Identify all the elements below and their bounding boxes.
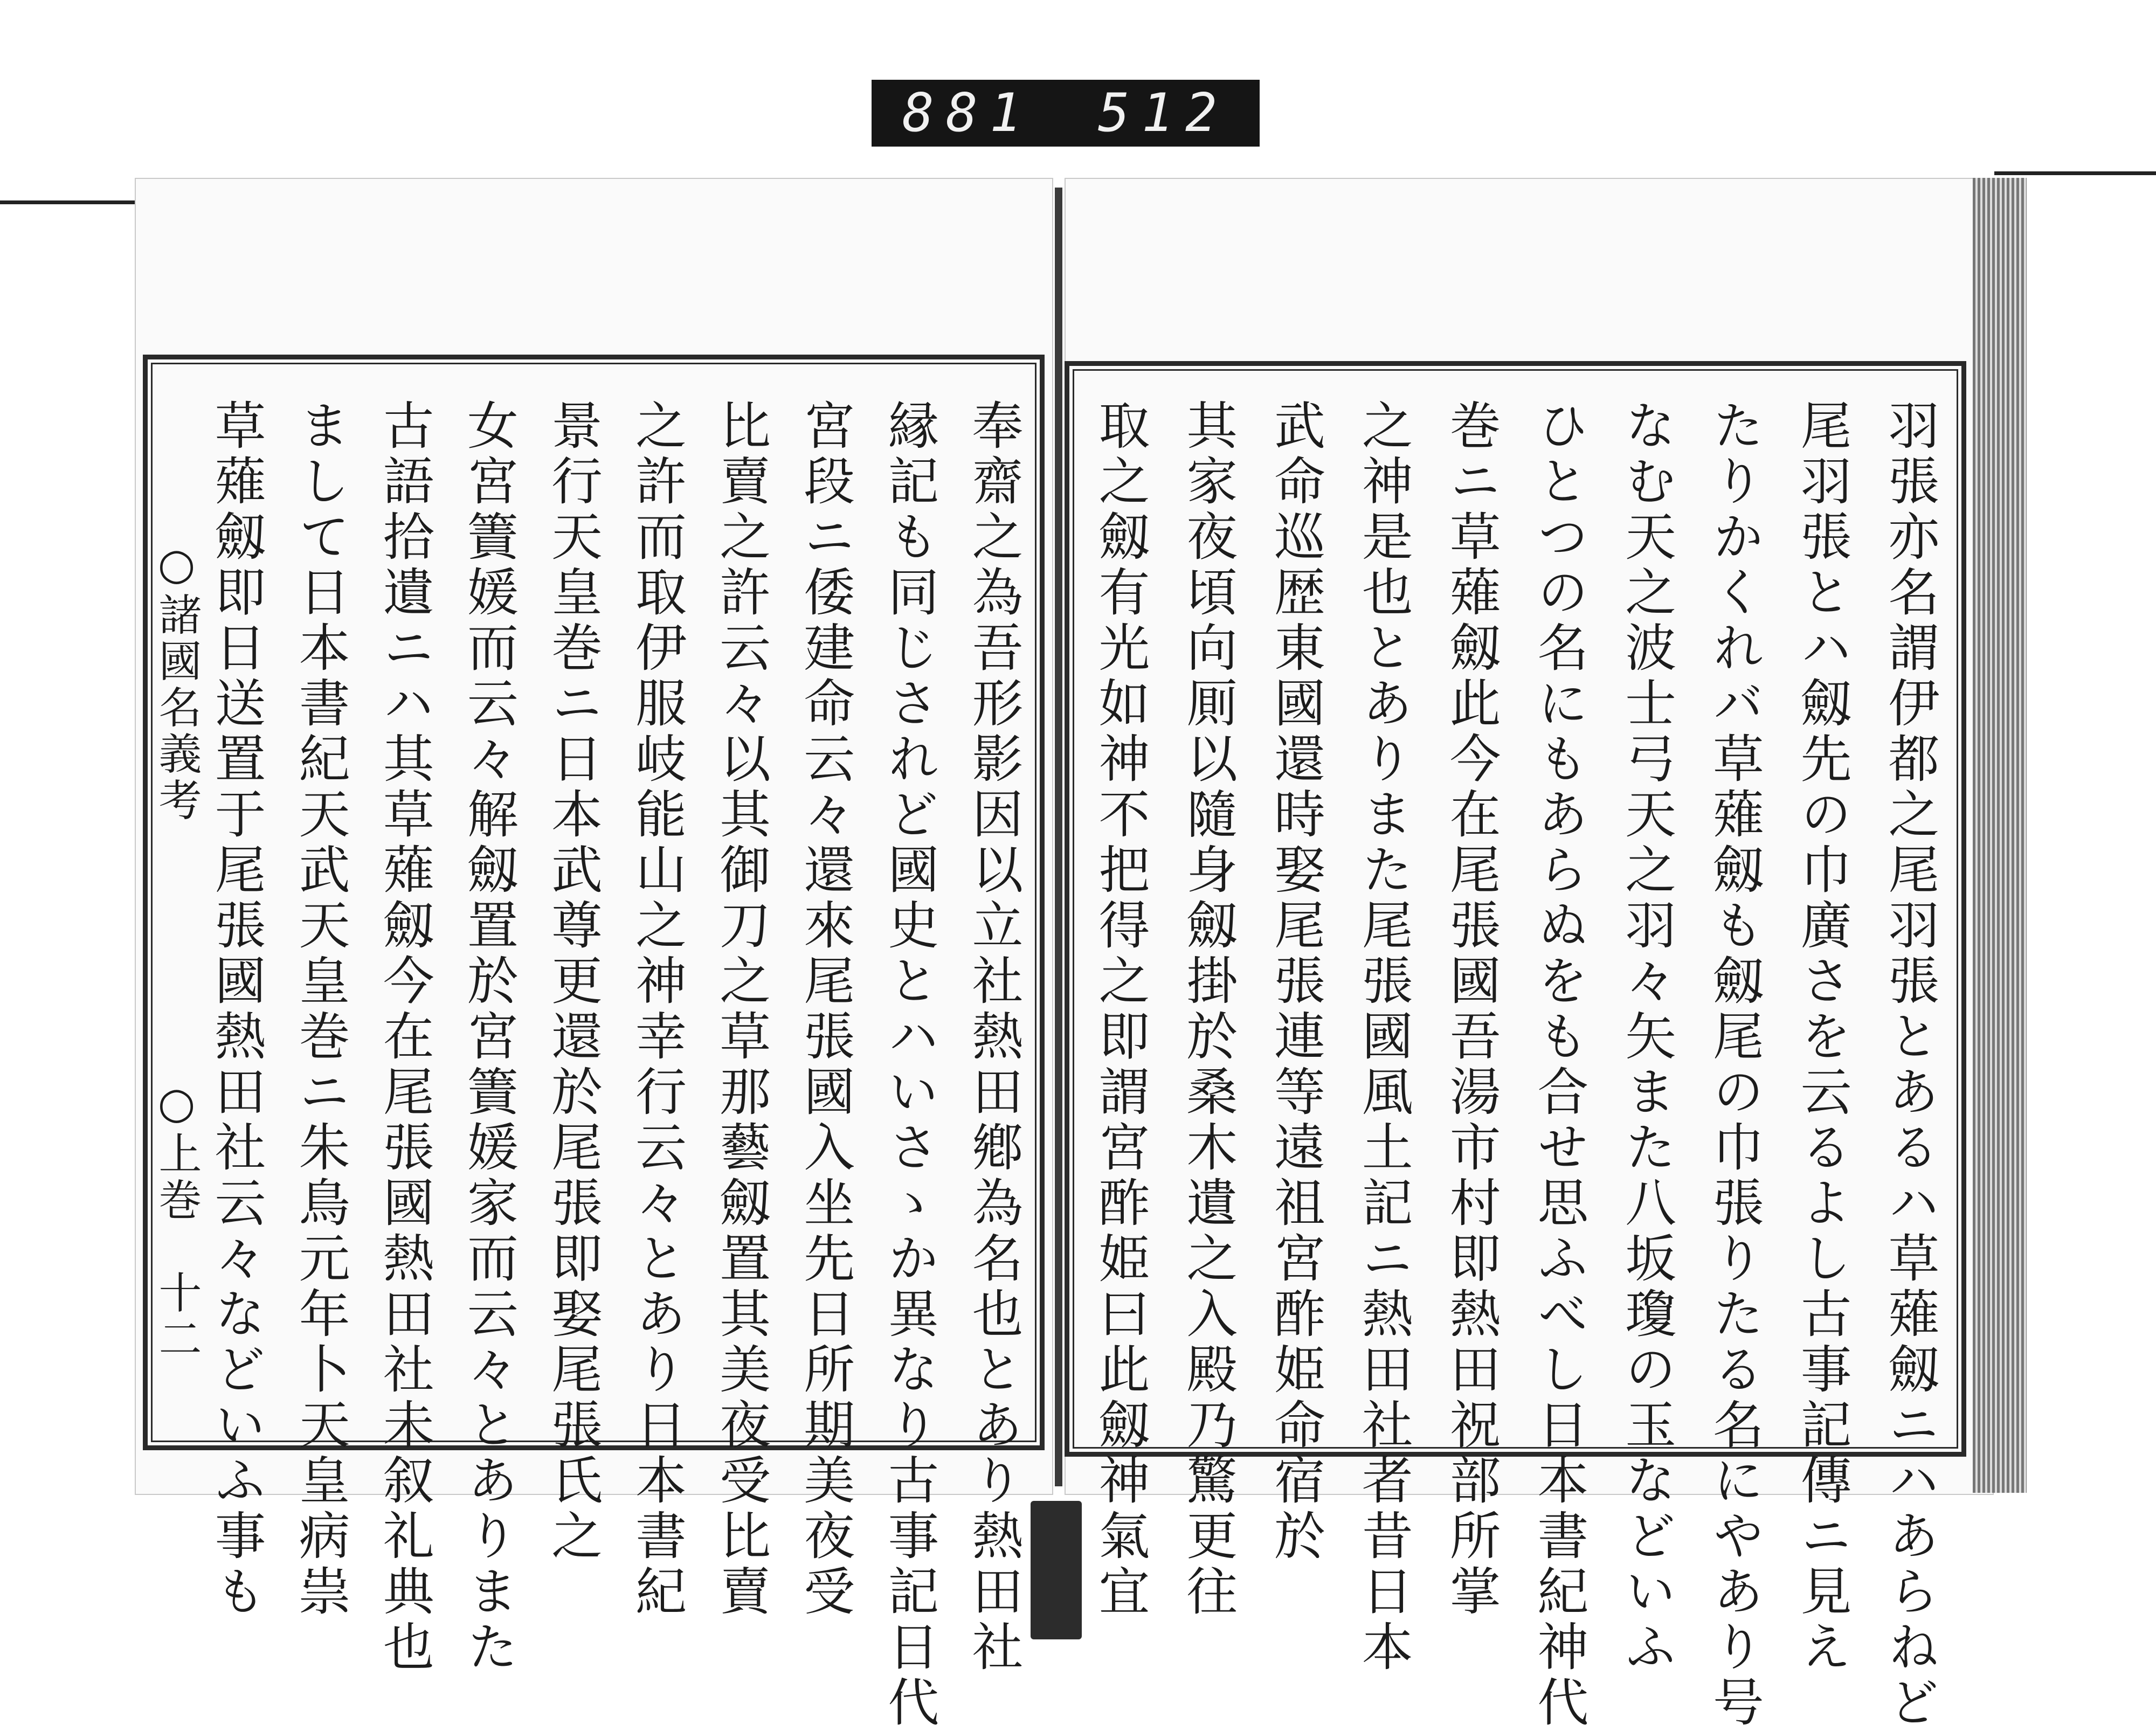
text-column: 尾羽張とハ劔先の巾廣さを云るよし古事記傳ニ見え bbox=[1792, 399, 1852, 1675]
top-rule-right bbox=[1994, 171, 2156, 175]
text-column: まして日本書紀天武天皇巻ニ朱鳥元年卜天皇病祟 bbox=[291, 399, 350, 1620]
text-column: 縁記も同じされど國史とハいさゝか異なり古事記日代 bbox=[879, 399, 939, 1731]
text-column: たりかくれバ草薙劔も劔尾の巾張りたる名にやあり号 bbox=[1704, 399, 1764, 1731]
text-column: 比賣之許云々以其御刀之草那藝劔置其美夜受比賣 bbox=[711, 399, 771, 1620]
left-running-head: ○諸國名義考 bbox=[151, 539, 202, 824]
call-number-plate bbox=[872, 80, 1260, 147]
text-column: 其家夜頃向厠以隨身劔掛於桑木遺之入殿乃驚更往 bbox=[1178, 399, 1238, 1620]
page-edge-strip bbox=[1973, 178, 2027, 1493]
left-folio: ○上巻 十二 bbox=[151, 1078, 202, 1363]
text-column: 羽張亦名謂伊都之尾羽張とあるハ草薙劔ニハあらねど bbox=[1879, 399, 1939, 1731]
text-column: 巻ニ草薙劔此今在尾張國吾湯市村即熱田祝部所掌 bbox=[1441, 399, 1501, 1620]
text-column: ひとつの名にもあらぬをも合せ思ふべし日本書紀神代 bbox=[1529, 399, 1588, 1731]
text-column: 古語拾遺ニハ其草薙劔今在尾張國熱田社未叙礼典也 bbox=[375, 399, 434, 1675]
text-column: 武命巡歴東國還時娶尾張連等遠祖宮酢姫命宿於 bbox=[1266, 399, 1325, 1564]
text-column: 取之劔有光如神不把得之即謂宮酢姫曰此劔神氣宜 bbox=[1090, 399, 1150, 1620]
text-column: 之許而取伊服岐能山之神幸行云々とあり日本書紀 bbox=[627, 399, 687, 1620]
left-text-columns bbox=[206, 399, 1023, 1731]
call-number-right: 512 bbox=[1098, 82, 1229, 144]
call-number-left: 881 bbox=[902, 82, 1033, 144]
text-column: 景行天皇巻ニ日本武尊更還於尾張即娶尾張氏之 bbox=[543, 399, 603, 1564]
text-column: 宮段ニ倭建命云々還來尾張國入坐先日所期美夜受 bbox=[795, 399, 855, 1620]
right-text-columns bbox=[1090, 399, 1939, 1731]
text-column: なむ天之波士弓天之羽々矢また八坂瓊の玉などいふ bbox=[1616, 399, 1676, 1675]
top-rule-left bbox=[0, 200, 135, 204]
text-column: 之神是也とありまた尾張國風土記ニ熱田社者昔日本 bbox=[1353, 399, 1413, 1675]
text-column: 草薙劔即日送置于尾張國熱田社云々などいふ事も bbox=[206, 399, 266, 1620]
binding-clip bbox=[1031, 1501, 1082, 1639]
text-column: 奉齋之為吾形影因以立社熱田鄕為名也とあり熱田社 bbox=[963, 399, 1023, 1675]
text-column: 女宮簀媛而云々解劔置於宮簀媛家而云々とありまた bbox=[459, 399, 519, 1675]
book-spine bbox=[1055, 188, 1062, 1486]
